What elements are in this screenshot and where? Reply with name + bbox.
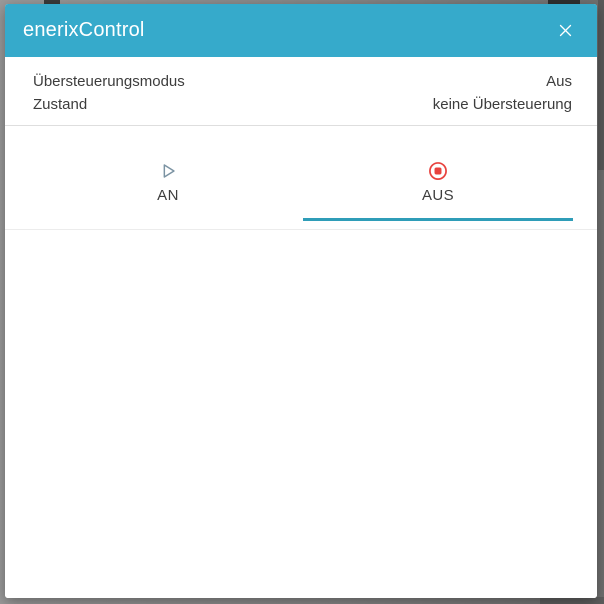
record-icon [427, 160, 449, 182]
status-row-mode [33, 70, 572, 93]
status-value: keine Übersteuerung [432, 96, 572, 113]
close-icon [558, 23, 573, 38]
enerix-control-dialog [5, 4, 597, 598]
dialog-body [5, 230, 597, 598]
play-icon [157, 160, 179, 182]
tab-label: AUS [421, 187, 455, 204]
background-fragment [598, 0, 604, 170]
tab-an[interactable] [33, 126, 303, 221]
status-section [5, 57, 597, 125]
tab-aus[interactable] [303, 126, 573, 221]
dialog-title: enerixControl [23, 19, 145, 41]
status-label: Übersteuerungsmodus [33, 73, 185, 90]
tab-label: AN [157, 187, 179, 204]
status-row-state [33, 93, 572, 116]
status-value: Aus [546, 73, 572, 90]
status-label: Zustand [33, 96, 88, 113]
mode-tab-bar [33, 126, 573, 221]
dialog-header [5, 4, 597, 57]
background-fragment [540, 597, 604, 604]
close-button[interactable] [553, 19, 577, 43]
